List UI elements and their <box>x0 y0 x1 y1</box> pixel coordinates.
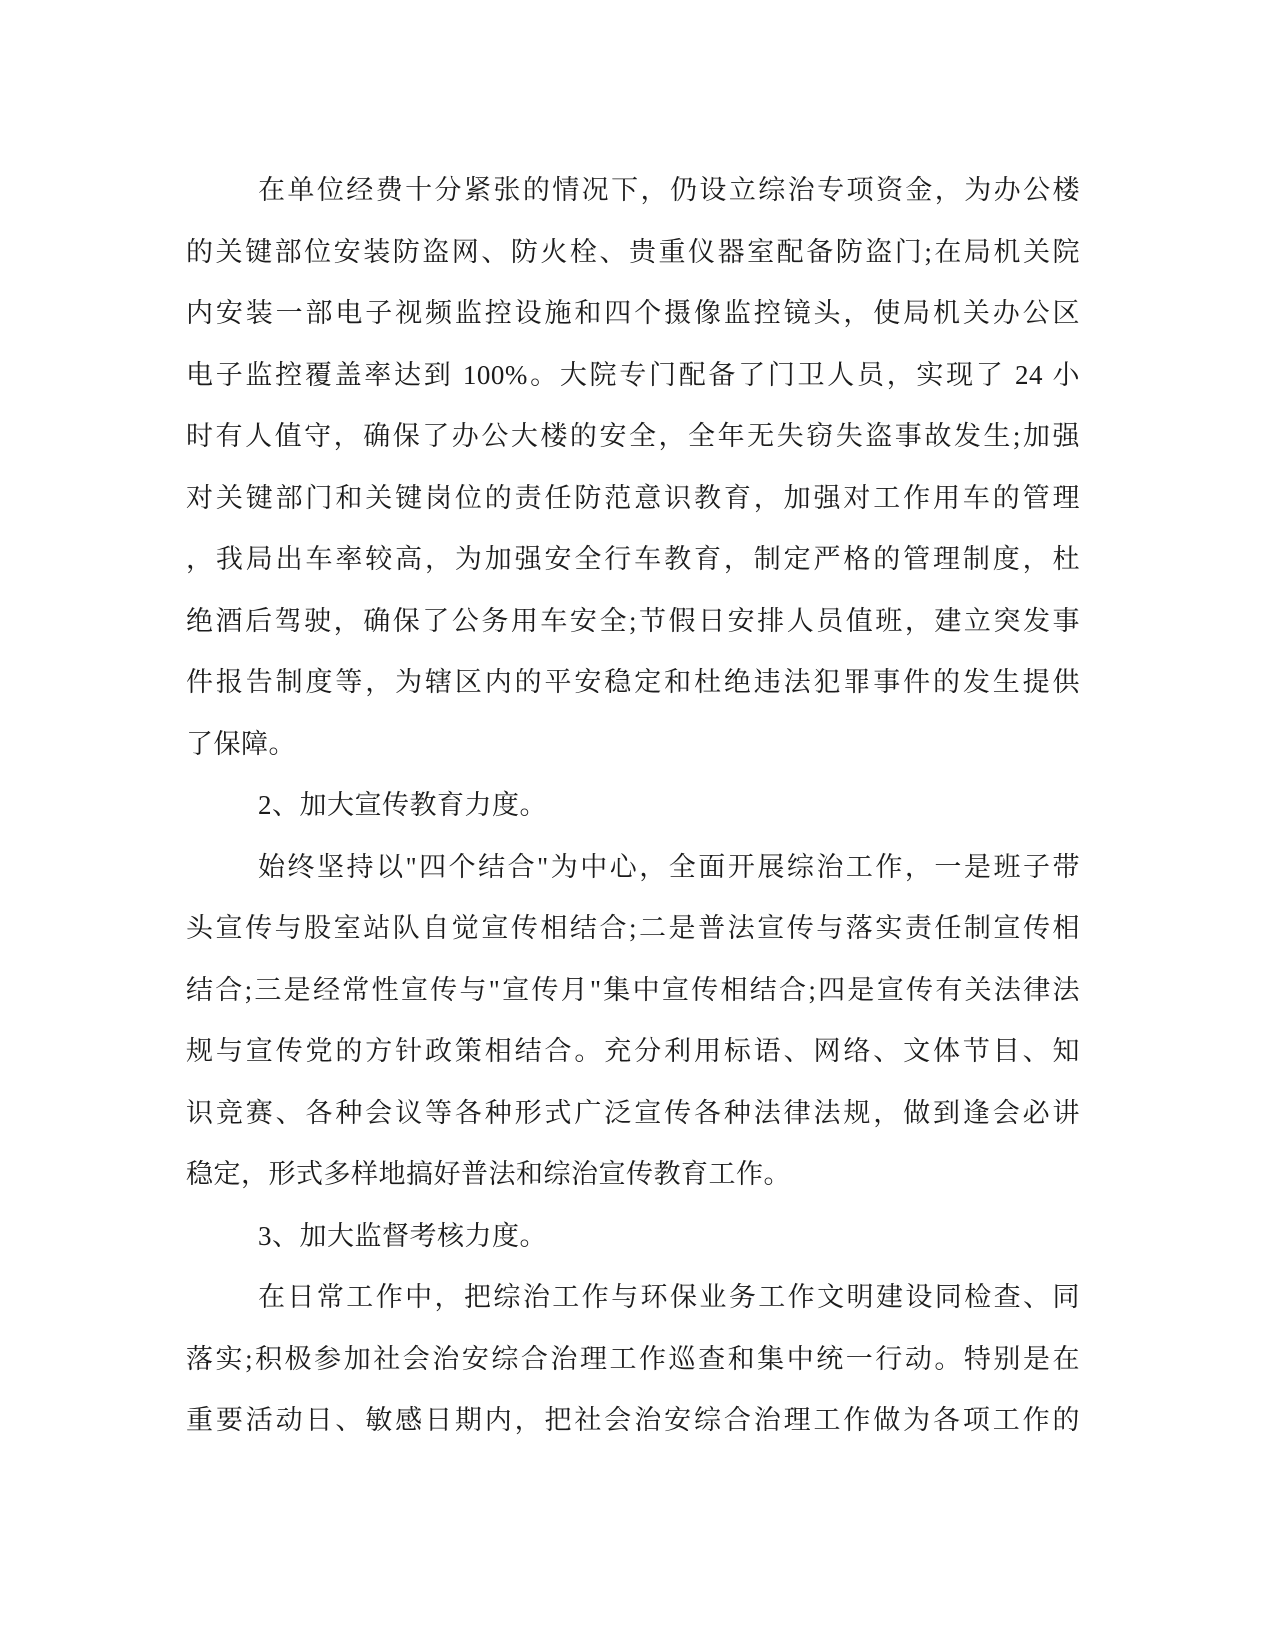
text-line: 的关键部位安装防盗网、防火栓、贵重仪器室配备防盗门;在局机关院 <box>186 236 1080 267</box>
text-line: 对关键部门和关键岗位的责任防范意识教育，加强对工作用车的管理 <box>186 482 1080 513</box>
text-line: 了保障。 <box>186 728 296 759</box>
text-line: 始终坚持以"四个结合"为中心，全面开展综治工作，一是班子带 <box>258 851 1080 882</box>
document-paragraph <box>186 837 1080 1206</box>
document-paragraph <box>186 1267 1080 1452</box>
document-heading <box>186 1206 1080 1268</box>
text-line: 在单位经费十分紧张的情况下，仍设立综治专项资金，为办公楼 <box>258 175 1080 205</box>
text-line: 件报告制度等，为辖区内的平安稳定和杜绝违法犯罪事件的发生提供 <box>186 667 1080 697</box>
text-line: 识竞赛、各种会议等各种形式广泛宣传各种法律法规，做到逢会必讲 <box>186 1097 1080 1128</box>
text-line: 绝酒后驾驶，确保了公务用车安全;节假日安排人员值班，建立突发事 <box>186 605 1080 636</box>
text-line: 电子监控覆盖率达到 100%。大院专门配备了门卫人员，实现了 24 小 <box>186 359 1080 390</box>
text-line: 落实;积极参加社会治安综合治理工作巡查和集中统一行动。特别是在 <box>186 1343 1080 1374</box>
text-line: 结合;三是经常性宣传与"宣传月"集中宣传相结合;四是宣传有关法律法 <box>186 974 1080 1005</box>
text-line: ，我局出车率较高，为加强安全行车教育，制定严格的管理制度，杜 <box>186 544 1080 574</box>
document-paragraph <box>186 160 1080 775</box>
text-line: 3、加大监督考核力度。 <box>258 1220 547 1251</box>
text-line: 在日常工作中，把综治工作与环保业务工作文明建设同检查、同 <box>258 1282 1080 1312</box>
text-line: 时有人值守，确保了办公大楼的安全，全年无失窃失盗事故发生;加强 <box>186 421 1080 451</box>
text-line: 稳定，形式多样地搞好普法和综治宣传教育工作。 <box>186 1159 791 1189</box>
document-heading <box>186 775 1080 837</box>
text-line: 2、加大宣传教育力度。 <box>258 790 547 820</box>
document-body <box>186 160 1080 1452</box>
text-line: 重要活动日、敏感日期内，把社会治安综合治理工作做为各项工作的 <box>186 1405 1080 1435</box>
text-line: 规与宣传党的方针政策相结合。充分利用标语、网络、文体节目、知 <box>186 1036 1080 1066</box>
text-line: 内安装一部电子视频监控设施和四个摄像监控镜头，使局机关办公区 <box>186 298 1080 328</box>
text-line: 头宣传与股室站队自觉宣传相结合;二是普法宣传与落实责任制宣传相 <box>186 913 1080 943</box>
